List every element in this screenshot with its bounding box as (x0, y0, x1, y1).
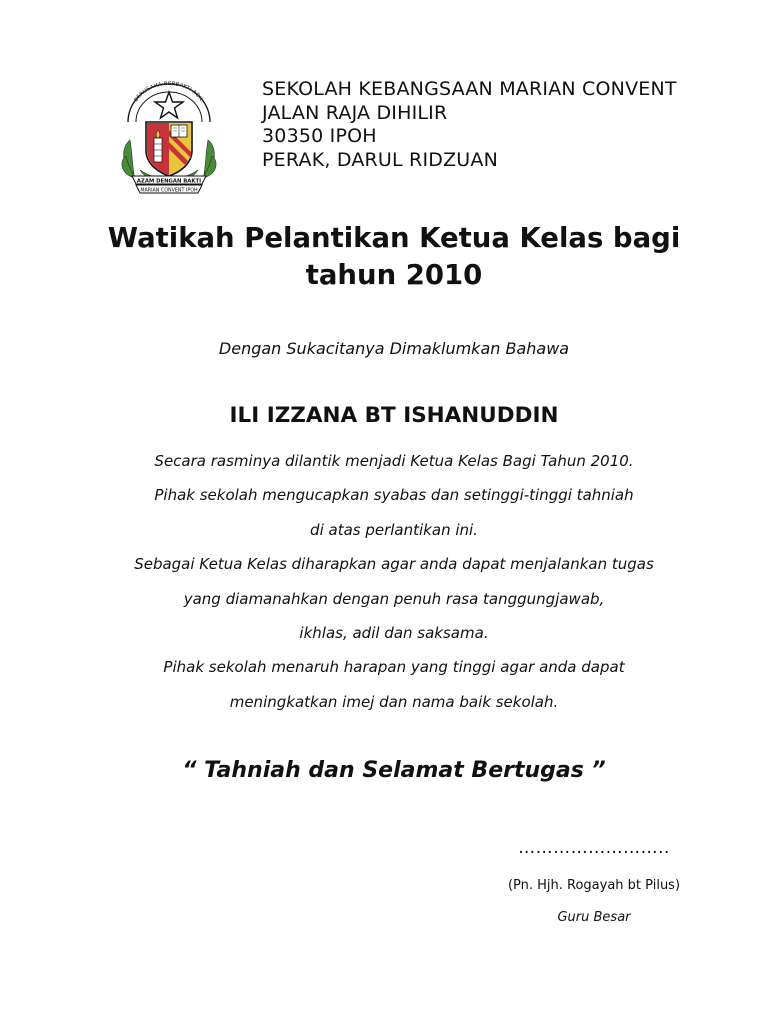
signatory-title: Guru Besar (557, 910, 631, 925)
body-line: Pihak sekolah mengucapkan syabas dan setinggi-tinggi tahniah (154, 486, 634, 505)
closing-greeting: “ Tahniah dan Selamat Bertugas ” (182, 758, 606, 783)
crest-school-banner: MARIAN CONVENT IPOH (140, 188, 198, 194)
body-line: ikhlas, adil dan saksama. (299, 623, 489, 642)
address-line-postcode: 30350 IPOH (262, 125, 377, 147)
body-line: Sebagai Ketua Kelas diharapkan agar anda dapat menjalankan tugas (134, 555, 654, 574)
crest-motto-bottom: AZAM DENGAN BAKTI (136, 178, 202, 185)
address-line-school: SEKOLAH KEBANGSAAN MARIAN CONVENT (262, 78, 677, 100)
recipient-name: ILI IZZANA BT ISHANUDDIN (229, 403, 559, 428)
address-line-street: JALAN RAJA DIHILIR (262, 101, 448, 124)
title-line-1: Watikah Pelantikan Ketua Kelas bagi (107, 222, 681, 254)
document-title (60, 220, 728, 294)
intro-text: Dengan Sukacitanya Dimaklumkan Bahawa (218, 339, 570, 358)
signatory-name: (Pn. Hjh. Rogayah bt Pilus) (507, 878, 681, 893)
title-line-2: tahun 2010 (305, 259, 483, 291)
crest-motto-top: BERUSAHA·BERBAKTI·ADIL (133, 80, 205, 104)
body-line: yang diamanahkan dengan penuh rasa tanggungjawab, (183, 589, 605, 608)
signature-line: …………………….. (518, 838, 670, 858)
address-line-state: PERAK, DARUL RIDZUAN (262, 148, 499, 171)
body-line: di atas perlantikan ini. (310, 520, 478, 539)
body-line: Pihak sekolah menaruh harapan yang tinggi agar anda dapat (163, 658, 625, 677)
school-address (262, 78, 677, 172)
body-line: meningkatkan imej dan nama baik sekolah. (229, 692, 559, 711)
body-line: Secara rasminya dilantik menjadi Ketua Kelas Bagi Tahun 2010. (154, 452, 634, 470)
school-crest-logo (118, 78, 220, 198)
appointment-body (40, 444, 748, 719)
